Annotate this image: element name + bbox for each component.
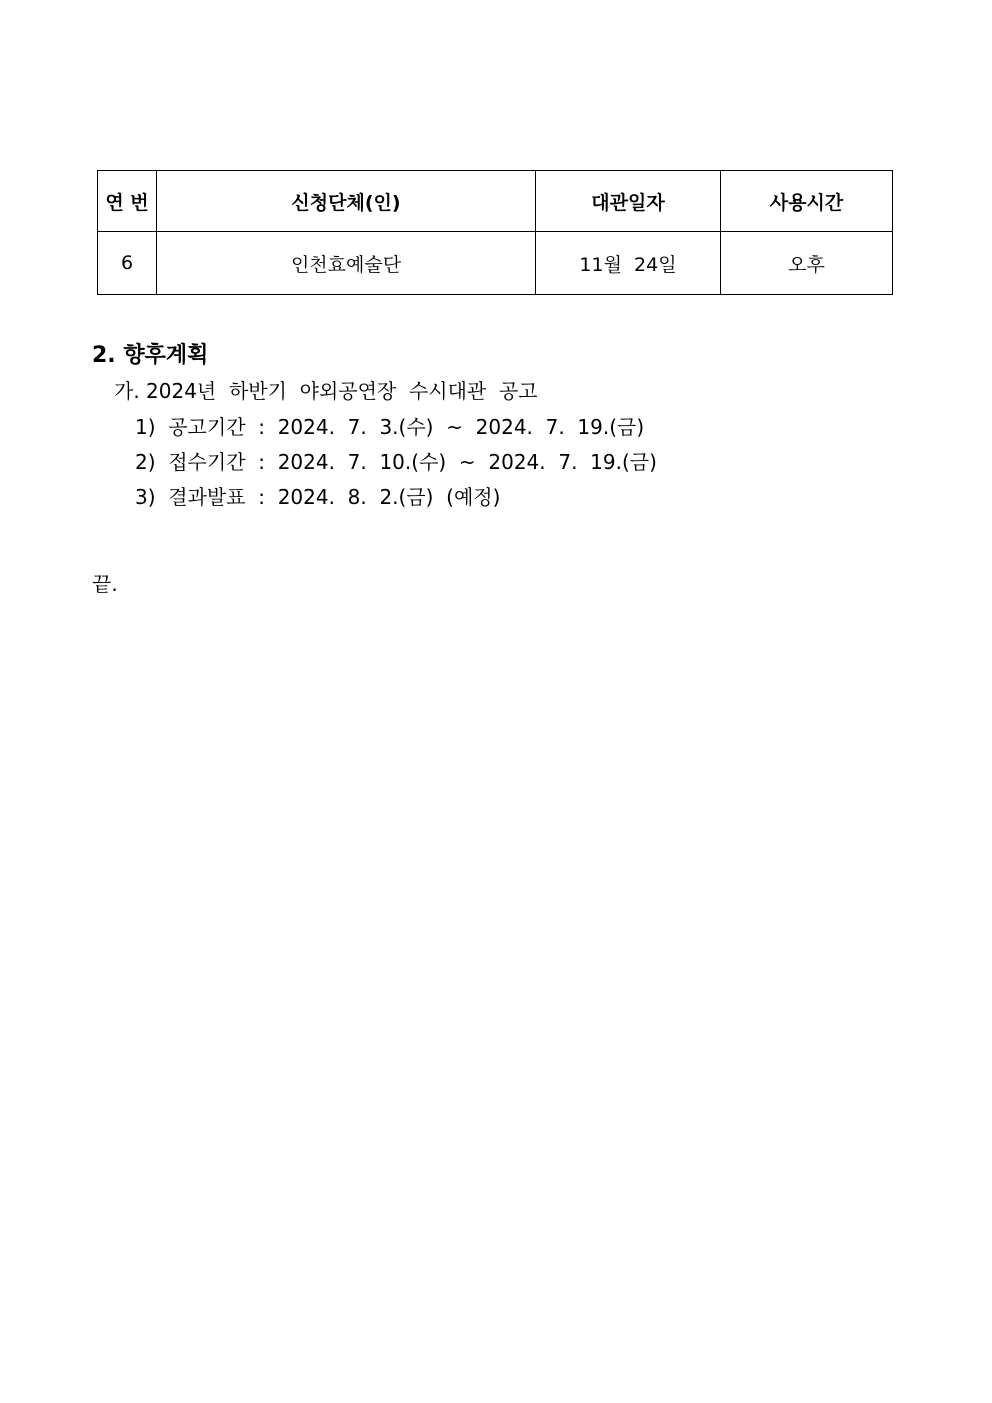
detail-announcement-period: 1) 공고기간 : 2024. 7. 3.(수) ~ 2024. 7. 19.(금) bbox=[135, 415, 645, 439]
header-usage-time: 사용시간 bbox=[721, 171, 893, 232]
detail-application-period: 2) 접수기간 : 2024. 7. 10.(수) ~ 2024. 7. 19.(금) bbox=[135, 450, 657, 474]
detail-result-announcement: 3) 결과발표 : 2024. 8. 2.(금) (예정) bbox=[135, 485, 501, 509]
cell-applicant: 인천효예술단 bbox=[157, 232, 536, 295]
cell-rental-date: 11월 24일 bbox=[536, 232, 721, 295]
rental-table bbox=[97, 170, 893, 295]
table-header-row bbox=[98, 171, 893, 232]
header-rental-date: 대관일자 bbox=[536, 171, 721, 232]
cell-serial-number: 6 bbox=[98, 232, 157, 295]
table-row bbox=[98, 232, 893, 295]
section-title: 2. 향후계획 bbox=[92, 343, 209, 368]
header-applicant: 신청단체(인) bbox=[157, 171, 536, 232]
header-serial-number: 연 번 bbox=[98, 171, 157, 232]
end-mark: 끝. bbox=[92, 572, 118, 596]
sub-item-announcement: 가. 2024년 하반기 야외공연장 수시대관 공고 bbox=[114, 379, 538, 403]
cell-usage-time: 오후 bbox=[721, 232, 893, 295]
